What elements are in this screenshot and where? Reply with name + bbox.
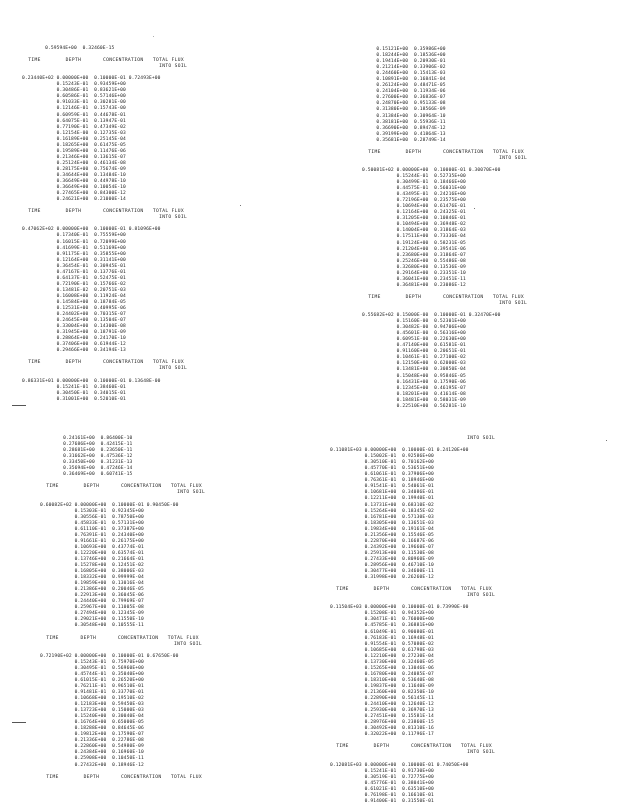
data-row-line: 0.10494E+00 0.36948E-02: [362, 222, 466, 228]
data-row-line: [330, 581, 495, 587]
data-row-line: 0.16780E+00 0.24085E-07: [330, 671, 434, 677]
column-header-line: TIME DEPTH CONCENTRATION TOTAL FLUX: [22, 209, 185, 215]
data-row-line: 0.12220E+00 0.63574E-01: [40, 550, 144, 556]
data-row-line: 0.24645E+00 0.13504E-07: [22, 318, 126, 323]
data-row-line: 0.24440E+00 0.79969E-07: [40, 599, 144, 605]
data-row-line: 0.15208E-01 0.94352E+00: [330, 611, 434, 617]
column-header-subline: INTO SOIL: [362, 155, 528, 161]
data-row-line: 0.24384E+00 0.16960E-10: [40, 750, 144, 756]
data-row-line: 0.72196E+00 0.23575E+00: [362, 198, 466, 203]
data-row-line: 0.30519E-01 0.72775E+00: [330, 774, 434, 780]
data-row-line: 0.15264E+00 0.18345E-02: [330, 508, 434, 514]
data-row-line: 0.30486E-01 0.83621E+00: [22, 88, 126, 94]
data-row-line: 0.25908E+00 0.10450E-11: [40, 756, 144, 762]
data-row-line: 0.47140E+00 0.61581E-01: [362, 343, 466, 349]
data-row-line: 0.61110E-01 0.37387E+00: [40, 526, 144, 532]
data-row-line: 0.45601E-00 0.56316E+00: [362, 331, 466, 336]
column-header-line: TIME DEPTH CONCENTRATION TOTAL FLUX: [362, 149, 525, 155]
data-row-line: 0.31384E+00 0.30964E-10: [362, 113, 446, 119]
data-row-line: 0.30450E-01 0.34015E-01: [22, 390, 126, 396]
data-row-line: 0.15303E-01 0.92345E+00: [40, 508, 144, 514]
data-row-line: 0.12531E+00 0.40995E-06: [22, 306, 126, 311]
data-row-line: 0.76198E-01 0.16610E-01: [330, 792, 434, 798]
data-row-line: 0.30548E+00 0.10555E-11: [40, 623, 144, 629]
data-row-line: 0.24621E+00 0.21000E-14: [22, 197, 126, 202]
data-row-line: 0.36649E+00 0.10054E-10: [22, 185, 126, 190]
data-row-line: 0.12150E+00 0.62000E-03: [362, 361, 466, 367]
data-row-line: 0.15278E+00 0.12451E-02: [40, 562, 144, 568]
scan-artifact-dash: [12, 722, 26, 723]
data-row-line: 0.76361E-01 0.18946E+00: [330, 478, 434, 484]
data-row-line: 0.13723E+00 0.15000E-03: [40, 708, 144, 713]
data-row-line: 0.18481E+00 0.58031E-09: [362, 397, 466, 403]
data-row-line: 0.15048E+00 0.95846E-05: [362, 373, 466, 379]
data-row-line: 0.47167E-01 0.13776E-01: [22, 269, 126, 275]
column-header-line: TIME DEPTH CONCENTRATION TOTAL FLUX: [22, 360, 185, 366]
data-row-line: 0.25246E+00 0.55486E-08: [362, 258, 466, 264]
data-row-line: 0.10694E+00 0.61476E-01: [362, 204, 466, 209]
data-row-line: 0.91481E-01 0.33770E-01: [40, 689, 144, 695]
data-row-line: 0.27451E+00 0.15581E-14: [330, 714, 434, 719]
data-row-line: 0.10891E+00 0.16841E-04: [362, 77, 446, 82]
data-row-line: 0.76391E-01 0.24340E+00: [40, 532, 144, 538]
data-row-line: 0.13730E+00 0.32460E-05: [330, 659, 434, 665]
data-row-line: 0.76211E-01 0.96510E-01: [40, 683, 144, 689]
data-row-line: 0.32022E+00 0.11796E-17: [330, 732, 434, 738]
data-row-line: 0.33450E+00 0.31231E-13: [40, 460, 133, 465]
data-row-line: 0.12210E+00 0.27230E-04: [330, 653, 434, 659]
data-row-line: [362, 289, 527, 295]
data-row-line: 0.50081E+02 0.00000E+00 0.10000E-01 0.30070E+00: [362, 167, 501, 173]
data-row-line: 0.15243E-01 0.93459E+00: [22, 82, 126, 88]
data-row-line: 0.17340E-01 0.75559E+00: [22, 233, 126, 239]
data-row-line: 0.27432E+00 0.18946E-12: [40, 762, 144, 768]
data-row-line: 0.33004E+00 0.14300E-08: [22, 324, 126, 329]
data-row-line: 0.27465E+00 0.84300E-12: [22, 191, 126, 196]
data-row-line: 0.10681E+00 0.34086E-01: [330, 490, 434, 496]
data-row-line: 0.72190E-01 0.15766E-02: [22, 281, 126, 287]
data-row-line: 0.47062E+02 0.00000E+00 0.10000E-01 0.81096E+00: [22, 227, 161, 233]
data-row-line: 0.29164E+00 0.23351E-10: [362, 270, 466, 276]
data-row-line: 0.72190E+02 0.00000E+00 0.10000E-01 0.67650E-00: [40, 653, 179, 659]
data-row-line: 0.64075E-01 0.13947E-01: [22, 118, 126, 124]
data-row-line: 0.91661E-01 0.26175E+00: [40, 538, 144, 544]
data-row-line: 0.16189E+00 0.25145E-04: [22, 136, 126, 142]
data-row-line: 0.21360E+00 0.82350E-10: [330, 689, 434, 695]
data-row-line: 0.60959E-01 0.44678E-01: [22, 112, 126, 118]
data-row-line: 0.11504E+03 0.00000E+00 0.10000E-01 0.73990E-00: [330, 605, 469, 611]
data-row-line: 0.10693E+00 0.43774E-01: [40, 544, 144, 550]
column-header-line: TIME DEPTH CONCENTRATION TOTAL FLUX: [330, 587, 493, 592]
data-row-line: 0.10668E+00 0.19510E-02: [40, 696, 144, 701]
data-row-line: 0.19859E+00 0.13016E-04: [40, 581, 144, 586]
data-row-line: 0.10461E-01 0.27100E-02: [362, 355, 466, 361]
column-header-line: TIME DEPTH CONCENTRATION TOTAL FLUX: [22, 58, 185, 63]
printout-quadrant-top-right: [362, 47, 527, 410]
data-row-line: 0.15243E-01 0.75970E+00: [40, 659, 144, 665]
data-row-line: 0.15265E+00 0.13046E-06: [330, 665, 434, 671]
data-row-line: 0.28976E+00 0.23860E-15: [330, 720, 434, 725]
column-header-subline: INTO SOIL: [330, 750, 496, 756]
data-row-line: 0.16431E+00 0.17590E-06: [362, 379, 466, 385]
data-row-line: 0.31205E+00 0.10846E-01: [362, 216, 466, 222]
data-row-line: 0.13746E+00 0.21664E-01: [40, 556, 144, 562]
data-row-line: 0.36481E+00 0.23086E-12: [362, 282, 466, 288]
data-row-line: 0.61015E-01 0.26520E+00: [40, 677, 144, 683]
data-row-line: 0.19812E+00 0.17590E-07: [40, 732, 144, 738]
data-row-line: 0.31001E+00 0.52010E-01: [22, 396, 126, 402]
data-row-line: [362, 162, 527, 168]
data-row-line: 0.18305E+00 0.13651E-03: [330, 520, 434, 526]
data-row-line: 0.77190E-01 0.47349E-02: [22, 124, 126, 130]
data-row-line: 0.24460E+00 0.15413E-03: [362, 71, 446, 76]
printout-quadrant-bottom-right: [330, 436, 495, 805]
data-row-line: 0.19414E+00 0.20930E-01: [362, 59, 446, 64]
scan-artifact-speck: [474, 208, 475, 209]
data-row-line: 0.27686E+00 0.42415E-11: [40, 442, 133, 447]
data-row-line: 0.16805E+00 0.38006E-03: [40, 569, 144, 574]
data-row-line: [330, 442, 495, 448]
data-row-line: 0.36041E+00 0.23451E-11: [362, 276, 466, 282]
data-row-line: 0.45770E-01 0.53651E+00: [330, 466, 434, 471]
data-row-line: 0.21386E+00 0.20046E-05: [40, 587, 144, 592]
data-row-line: 0.45744E-01 0.35040E+00: [40, 671, 144, 677]
data-row-line: 0.17511E+00 0.73336E-04: [362, 234, 466, 240]
data-row-line: 0.60586E-01 0.57146E+00: [22, 94, 126, 100]
data-row-line: 0.10685E+00 0.61798E-03: [330, 647, 434, 653]
data-row-line: [40, 648, 205, 654]
data-row-line: 0.64137E-01 0.52475E-01: [22, 275, 126, 281]
data-row-line: 0.22870E+00 0.16687E-06: [330, 538, 434, 544]
data-row-line: 0.19837E+00 0.11640E-09: [330, 683, 434, 689]
data-row-line: 0.13481E-02 0.20751E-03: [22, 287, 126, 293]
data-row-line: 0.27433E+00 0.80960E-09: [330, 556, 434, 562]
data-row-line: [40, 769, 205, 775]
data-row-line: 0.31380E+00 0.18566E-09: [362, 107, 446, 113]
data-row-line: 0.91554E-01 0.57080E-02: [330, 641, 434, 647]
column-header-subline: INTO SOIL: [22, 215, 188, 221]
data-row-line: 0.44575E-01 0.56031E+00: [362, 186, 466, 191]
column-header-subline: INTO SOIL: [22, 64, 188, 69]
data-row-line: 0.19589E+00 0.11476E-06: [22, 148, 126, 154]
data-row-line: [362, 307, 527, 313]
data-row-line: 0.30499E-01 0.18466E+00: [362, 180, 466, 185]
data-row-line: 0.30556E-01 0.78750E+00: [40, 514, 144, 520]
data-row-line: 0.45776E-01 0.38041E+00: [330, 780, 434, 786]
data-row-line: 0.28175E+00 0.75674E-09: [22, 166, 126, 172]
data-row-line: 0.24161E+00 0.86400E-10: [40, 436, 133, 441]
column-header-line: TIME DEPTH CONCENTRATION TOTAL FLUX: [362, 294, 525, 300]
data-row-line: 0.22890E+00 0.56145E-11: [330, 696, 434, 701]
data-row-line: 0.91400E-01 0.31550E-01: [330, 798, 434, 804]
data-row-line: 0.26124E+00 0.48471E-05: [362, 83, 446, 89]
data-row-line: 0.91033E-01 0.30281E-00: [22, 100, 126, 106]
data-row-line: 0.28956E+00 0.46710E-10: [330, 562, 434, 568]
data-row-line: 0.31998E+00 0.26260E-12: [330, 575, 434, 580]
data-row-line: 0.22860E+00 0.54980E-09: [40, 744, 144, 750]
data-row-line: 0.30471E-01 0.76000E+00: [330, 617, 434, 623]
data-row-line: 0.18332E+00 0.99999E-04: [40, 575, 144, 580]
data-row-line: 0.21346E+00 0.13615E-07: [22, 154, 126, 160]
data-row-line: 0.24870E+00 0.95133E-08: [362, 101, 446, 107]
data-row-line: 0.61021E-01 0.63510E+00: [330, 786, 434, 792]
data-row-line: 0.12211E+00 0.19940E-01: [330, 496, 434, 502]
data-row-line: 0.31662E+00 0.47536E-12: [40, 454, 133, 459]
column-header-subline: INTO SOIL: [40, 490, 206, 496]
data-row-line: 0.12164E+00 0.31141E+00: [22, 257, 126, 263]
data-row-line: [22, 373, 187, 379]
data-row-line: 0.36649E+00 0.44978E-10: [22, 179, 126, 184]
data-row-line: 0.60082E+02 0.00000E+00 0.10000E-01 0.90450E-00: [40, 502, 179, 508]
data-row-line: 0.61049E-01 0.90080E-01: [330, 629, 434, 635]
data-row-line: 0.31945E+00 0.18791E-09: [22, 330, 126, 335]
data-row-line: 0.30482E-00 0.94706E+00: [362, 325, 466, 330]
data-row-line: 0.29466E+00 0.34194E-13: [22, 348, 126, 354]
data-row-line: 0.34644E+00 0.13484E-10: [22, 172, 126, 178]
column-header-subline: INTO SOIL: [40, 641, 203, 647]
data-row-line: 0.15241E-01 0.38460E-01: [22, 384, 126, 390]
printout-quadrant-top-left: [22, 46, 187, 403]
data-row-line: 0.36690E+00 0.89474E-12: [362, 125, 446, 131]
data-row-line: 0.18265E+00 0.61475E-05: [22, 142, 126, 148]
data-row-line: 0.28681E+00 0.23650E-11: [40, 448, 133, 453]
data-row-line: [40, 630, 205, 636]
data-row-line: 0.15244E-01 0.52735E+00: [362, 173, 466, 179]
data-row-line: 0.59594E+00 0.32460E-15: [22, 46, 115, 51]
data-row-line: 0.18244E+00 0.18536E+00: [362, 53, 446, 58]
data-row-line: 0.27600E+00 0.36836E-07: [362, 95, 446, 101]
data-row-line: 0.24402E+00 0.70315E-07: [22, 312, 126, 317]
data-row-line: 0.12345E+00 0.46195E-07: [362, 385, 466, 391]
column-header-line: TIME DEPTH CONCENTRATION TOTAL FLUX: [330, 744, 493, 750]
data-row-line: 0.30477E+00 0.34600E-11: [330, 569, 434, 574]
data-row-line: 0.37406E+00 0.61944E-12: [22, 342, 126, 348]
data-row-line: 0.23680E+00 0.31864E-07: [362, 252, 466, 258]
data-row-line: 0.29021E+00 0.11550E-10: [40, 617, 144, 623]
data-row-line: [362, 144, 527, 150]
data-row-line: 0.19834E+00 0.19161E-04: [330, 526, 434, 532]
data-row-line: 0.16781E+00 0.57130E-03: [330, 514, 434, 520]
data-row-line: 0.30510E-01 0.70162E+00: [330, 460, 434, 465]
data-row-line: [40, 496, 205, 502]
data-row-line: 0.21214E+00 0.33906E-02: [362, 65, 446, 70]
data-row-line: 0.86331E+01 0.00000E+00 0.10000E-01 0.13648E-00: [22, 378, 161, 384]
data-row-line: 0.16764E+00 0.65000E-05: [40, 720, 144, 725]
data-row-line: 0.13481E+00 0.30850E-04: [362, 367, 466, 373]
data-row-line: 0.21356E+00 0.15546E-05: [330, 532, 434, 538]
data-row-line: 0.13731E+00 0.68310E-02: [330, 502, 434, 508]
data-row-line: 0.12154E-00 0.12735E-03: [22, 130, 126, 136]
data-row-line: 0.24392E+00 0.19660E-07: [330, 544, 434, 550]
data-row-line: 0.60951E-00 0.22630E+00: [362, 337, 466, 342]
data-row-line: 0.91175E-01 0.35855E+00: [22, 251, 126, 257]
data-row-line: 0.18201E+00 0.41614E-08: [362, 391, 466, 397]
column-header-line: TIME DEPTH CONCENTRATION TOTAL FLUX: [40, 484, 203, 490]
data-row-line: 0.21336E+00 0.22786E-08: [40, 738, 144, 744]
data-row-line: 0.24410E+00 0.12640E-12: [330, 702, 434, 707]
scan-artifact-speck: [606, 440, 607, 441]
printout-quadrant-bottom-left: [40, 436, 205, 781]
data-row-line: 0.32680E+00 0.13536E-09: [362, 264, 466, 270]
data-row-line: 0.16008E+00 0.11924E-04: [22, 293, 126, 299]
data-row-line: 0.24104E+00 0.11934E-06: [362, 89, 446, 95]
data-row-line: 0.15241E-01 0.91730E+00: [330, 768, 434, 774]
data-row-line: 0.22913E+00 0.36045E-06: [40, 593, 144, 598]
data-row-line: 0.18288E+00 0.84645E-06: [40, 726, 144, 731]
data-row-line: 0.14004E+00 0.31864E-03: [362, 228, 466, 234]
column-header-subline: INTO SOIL: [22, 366, 188, 372]
data-row-line: 0.28864E+00 0.24170E-10: [22, 336, 126, 341]
data-row-line: 0.36454E-01 0.30945E-01: [22, 263, 126, 269]
data-row-line: 0.39199E+00 0.41864E-13: [362, 131, 446, 137]
data-row-line: 0.76183E-01 0.16948E-01: [330, 635, 434, 641]
data-row-line: 0.45833E-01 0.57131E+00: [40, 520, 144, 526]
column-header-subline: INTO SOIL: [330, 593, 496, 598]
data-row-line: 0.91160E+00 0.20651E-01: [362, 349, 466, 355]
data-row-line: 0.12183E+00 0.59450E-03: [40, 702, 144, 707]
data-row-line: 0.36469E+00 0.60741E-15: [40, 472, 133, 478]
column-header-subline: INTO SOIL: [330, 436, 496, 441]
data-row-line: 0.25930E+00 0.36970E-13: [330, 708, 434, 713]
data-row-line: [330, 756, 495, 762]
data-row-line: 0.15002E-01 0.92586E+00: [330, 454, 434, 459]
data-row-line: 0.25913E+00 0.11530E-08: [330, 550, 434, 556]
data-row-line: [22, 52, 187, 58]
data-row-line: 0.61061E-01 0.37906E+00: [330, 472, 434, 478]
data-row-line: 0.21204E+00 0.39541E-06: [362, 246, 466, 252]
data-row-line: 0.30492E+00 0.81310E-16: [330, 726, 434, 731]
data-row-line: 0.27494E+00 0.12345E-09: [40, 611, 144, 617]
column-header-subline: INTO SOIL: [362, 300, 528, 306]
data-row-line: 0.43495E-01 0.24216E+00: [362, 192, 466, 197]
top-mark: .: [152, 34, 155, 39]
data-row-line: 0.91541E-01 0.54061E-01: [330, 484, 434, 490]
data-row-line: 0.12081E+03 0.00000E+00 0.10000E-01 0.74050E+00: [330, 762, 469, 768]
data-row-line: 0.35681E+00 0.28749E-14: [362, 137, 446, 143]
data-row-line: 0.41699E-01 0.51169E+00: [22, 245, 126, 251]
data-row-line: 0.12146E-01 0.15743E-00: [22, 106, 126, 112]
data-row-line: 0.38181E+00 0.55936E-11: [362, 119, 446, 125]
data-row-line: 0.25967E+00 0.11005E-08: [40, 605, 144, 611]
data-row-line: 0.15121E+00 0.35986E+00: [362, 47, 446, 52]
column-header-line: TIME DEPTH CONCENTRATION TOTAL FLUX: [40, 774, 203, 780]
data-row-line: 0.11081E+03 0.00000E+00 0.10000E-01 0.24120E+00: [330, 448, 469, 453]
data-row-line: 0.14584E+00 0.18784E-05: [22, 299, 126, 305]
data-row-line: 0.25124E+00 0.46134E-08: [22, 160, 126, 166]
data-row-line: 0.18310E+00 0.53640E-08: [330, 677, 434, 683]
data-row-line: 0.12164E+00 0.24325E-01: [362, 210, 466, 216]
scan-artifact-dash: [12, 405, 26, 406]
data-row-line: 0.15240E+00 0.30040E-04: [40, 714, 144, 719]
data-row-line: 0.55682E+02 0.15000E-00 0.10000E-01 0.32470E+00: [362, 313, 501, 318]
data-row-line: 0.22510E+00 0.56281E-10: [362, 403, 466, 409]
data-row-line: 0.23440E+02 0.00000E+00 0.10000E-01 0.72493E+00: [22, 76, 161, 81]
column-header-line: TIME DEPTH CONCENTRATION TOTAL FLUX: [40, 635, 199, 641]
data-row-line: 0.45785E-01 0.36881E+00: [330, 623, 434, 629]
data-row-line: 0.16015E-01 0.72099E+00: [22, 239, 126, 245]
scan-artifact-speck: [240, 205, 241, 206]
data-row-line: 0.19124E+00 0.58231E-05: [362, 240, 466, 246]
data-row-line: 0.30495E-01 0.56960E+00: [40, 665, 144, 671]
data-row-line: 0.35694E+00 0.47246E-14: [40, 466, 133, 471]
data-row-line: 0.15160E-00 0.52301E+00: [362, 319, 466, 324]
